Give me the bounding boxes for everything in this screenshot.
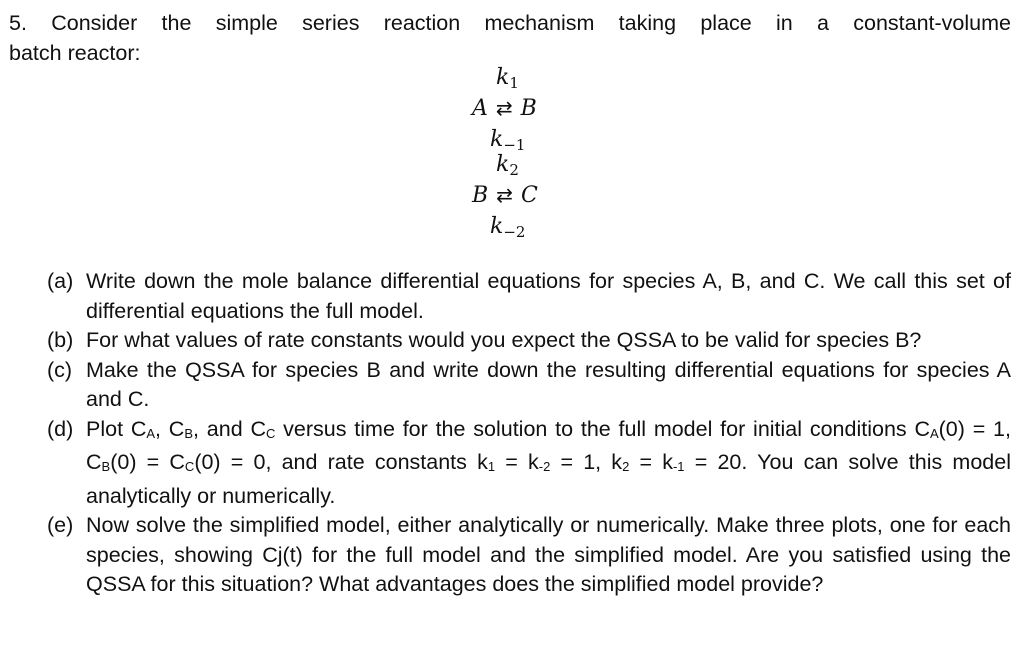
part-d-text: Plot $C_A$, $C_B$, and $C_C$ versus time for the solution to the full model for initial conditions $C_A(0) = 1$, $C_B(0) = C_C(0) = 0$, and rate constants $k_1 = k_{-2} = 1$, $k_2 = k_{-1} = 20$. You can solve this model analytically or numerically. (86, 416, 1011, 508)
k-minus-1-symbol: k (490, 127, 504, 152)
part-d-label: (d) (47, 416, 74, 441)
species-c: C (520, 183, 538, 208)
k-minus-2-symbol: k (490, 214, 504, 239)
part-b-text: For what values of rate constants would you expect the QSSA to be valid for species B? (86, 328, 922, 352)
part-c-label: (c) (47, 357, 73, 382)
reaction-1-equation (472, 95, 537, 122)
part-e-text: Now solve the simplified model, either analytically or numerically. Make three plots, one for each species, showing Cj(t) for the full model and the simplified model. Are you satisfied using the QSSA for this situation? What advantages does the simplified model provide? (86, 513, 1011, 596)
rate-constant-k2 (496, 153, 519, 182)
k1-symbol: k (496, 65, 510, 90)
equilibrium-arrows-icon: ⇄ (495, 96, 513, 120)
part-c (47, 356, 1011, 415)
k-minus-1-subscript: −1 (503, 136, 526, 154)
rate-constant-k1 (496, 66, 519, 95)
k1-subscript: 1 (509, 74, 519, 92)
question-parts (47, 267, 1011, 600)
part-e (47, 511, 1011, 600)
reaction-2-equation (472, 182, 538, 209)
part-b (47, 326, 1011, 356)
species-a: A (472, 96, 488, 121)
part-c-text: Make the QSSA for species B and write down the resulting differential equations for species A and C. (86, 357, 1011, 411)
species-b: B (520, 96, 537, 121)
species-b-2: B (472, 183, 489, 208)
k-minus-2-subscript: −2 (503, 223, 526, 241)
part-a-label: (a) (47, 269, 74, 293)
part-d (47, 415, 1011, 512)
intro-line-2: batch reactor: (9, 41, 141, 65)
k2-subscript: 2 (509, 161, 519, 179)
part-a (47, 267, 1011, 326)
equilibrium-arrows-icon: ⇄ (496, 183, 513, 207)
k2-symbol: k (496, 152, 510, 177)
part-a-text: Write down the mole balance differential equations for species A, B, and C. We call this set of differential equations the full model. (86, 269, 1011, 323)
part-b-label: (b) (47, 328, 74, 352)
part-e-label: (e) (47, 513, 74, 537)
intro-line-1: 5. Consider the simple series reaction mechanism taking place in a constant-volume (9, 11, 1011, 35)
rate-constant-k-minus-2 (490, 215, 525, 244)
problem-intro (9, 8, 1011, 68)
